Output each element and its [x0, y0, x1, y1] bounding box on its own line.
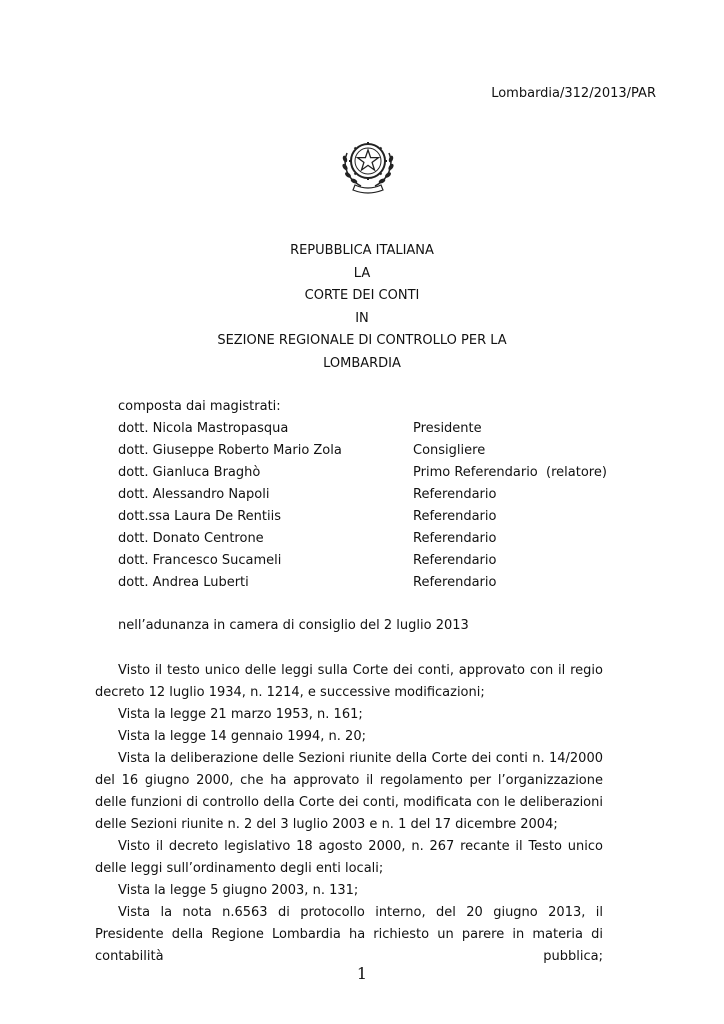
body-paragraph: Visto il testo unico delle leggi sulla Corte dei conti, approvato con il regio decreto 12 luglio 1934, n. 1214, e successive modificazioni; — [95, 663, 603, 700]
magistrate-role: Presidente — [413, 421, 482, 436]
heading-line-republic: REPUBBLICA ITALIANA — [290, 243, 434, 258]
magistrate-name: dott. Alessandro Napoli — [118, 487, 270, 502]
magistrate-role: Referendario — [413, 531, 497, 546]
body-paragraph: Vista la legge 14 gennaio 1994, n. 20; — [118, 729, 366, 744]
magistrate-row — [118, 506, 618, 528]
heading-line-region: LOMBARDIA — [323, 355, 401, 371]
magistrate-name: dott. Nicola Mastropasqua — [118, 421, 289, 436]
heading-line-preposition: IN — [355, 310, 369, 326]
magistrates-list — [118, 396, 618, 594]
magistrate-row — [118, 440, 618, 462]
magistrate-name: dott. Giuseppe Roberto Mario Zola — [118, 443, 342, 458]
magistrate-row — [118, 462, 618, 484]
magistrate-role: Referendario — [413, 575, 497, 590]
magistrate-role: Referendario — [413, 509, 497, 524]
magistrate-role: Referendario — [413, 553, 497, 568]
magistrate-row — [118, 418, 618, 440]
magistrate-name: dott.ssa Laura De Rentiis — [118, 509, 281, 524]
magistrate-name: dott. Andrea Luberti — [118, 575, 249, 590]
page-number: 1 — [356, 964, 368, 983]
magistrate-name: dott. Francesco Sucameli — [118, 553, 282, 568]
magistrate-name: dott. Gianluca Braghò — [118, 465, 261, 480]
magistrate-role: Consigliere — [413, 443, 486, 458]
magistrate-role: Referendario — [413, 487, 497, 502]
italian-republic-emblem-icon — [339, 133, 397, 195]
magistrates-intro: composta dai magistrati: — [118, 399, 281, 414]
session-date-line: nell’adunanza in camera di consiglio del 2 luglio 2013 — [118, 618, 469, 633]
heading-line-court: CORTE DEI CONTI — [304, 288, 420, 303]
heading-line-article: LA — [353, 265, 371, 281]
magistrate-row — [118, 484, 618, 506]
document-reference: Lombardia/312/2013/PAR — [491, 86, 656, 101]
document-body — [95, 660, 603, 968]
body-paragraph: Visto il decreto legislativo 18 agosto 2000, n. 267 recante il Testo unico delle leggi sull’ordinamento degli enti locali; — [95, 839, 603, 876]
body-paragraph: Vista la deliberazione delle Sezioni riunite della Corte dei conti n. 14/2000 del 16 giugno 2000, che ha approvato il regolamento per l’organizzazione delle funzioni di controllo della Corte dei conti, modificata con le deliberazioni delle Sezioni riunite n. 2 del 3 luglio 2003 e n. 1 del 17 dicembre 2004; — [95, 751, 603, 832]
magistrate-row — [118, 572, 618, 594]
document-heading — [0, 240, 724, 375]
body-paragraph: Vista la nota n.6563 di protocollo interno, del 20 giugno 2013, il Presidente della Regione Lombardia ha richiesto un parere in materia di contabilità pubblica; — [95, 905, 603, 964]
magistrate-name: dott. Donato Centrone — [118, 531, 264, 546]
magistrate-role: Primo Referendario (relatore) — [413, 465, 607, 480]
magistrate-row — [118, 550, 618, 572]
heading-line-section: SEZIONE REGIONALE DI CONTROLLO PER LA — [217, 333, 507, 348]
magistrate-row — [118, 528, 618, 550]
body-paragraph: Vista la legge 21 marzo 1953, n. 161; — [118, 707, 363, 722]
body-paragraph: Vista la legge 5 giugno 2003, n. 131; — [118, 883, 359, 898]
